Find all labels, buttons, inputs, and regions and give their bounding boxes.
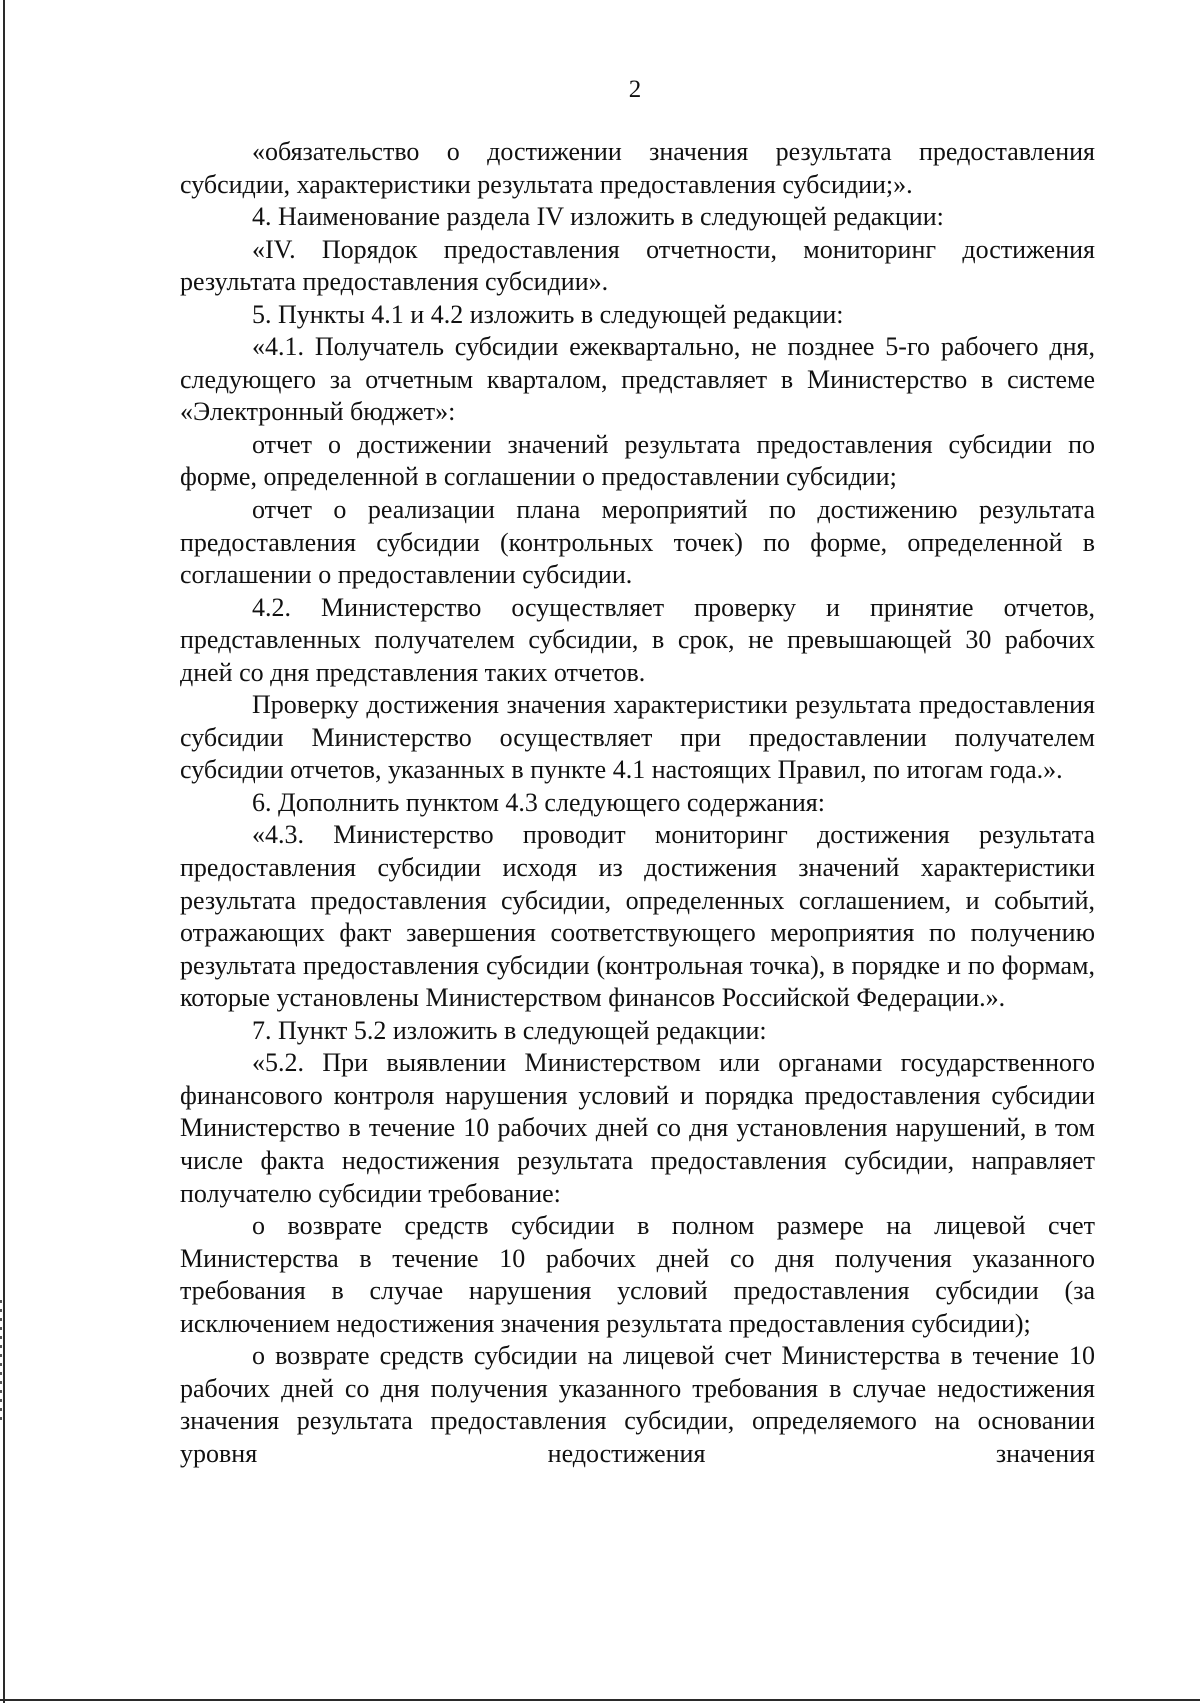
paragraph-5: «4.1. Получатель субсидии ежеквартально, не позднее 5-го рабочего дня, следующего за отчетным кварталом, представляет в Министерство в системе «Электронный бюджет»:	[180, 332, 1095, 427]
paragraph-10: 6. Дополнить пунктом 4.3 следующего содержания:	[252, 787, 825, 817]
document-body	[180, 136, 1095, 1470]
paragraph-2: 4. Наименование раздела IV изложить в следующей редакции:	[252, 202, 944, 232]
paragraph-9: Проверку достижения значения характеристики результата предоставления субсидии Министерство осуществляет при предоставлении получателем субсидии отчетов, указанных в пункте 4.1 настоящих Правил, по итогам года.».	[180, 690, 1095, 785]
paragraph-13: «5.2. При выявлении Министерством или органами государственного финансового контроля нарушения условий и порядка предоставления субсидии Министерство в течение 10 рабочих дней со дня установления нарушений, в том числе факта недостижения результата предоставления субсидии, направляет получателю субсидии требование:	[180, 1048, 1095, 1208]
scan-border-left-marks	[0, 1300, 2, 1420]
paragraph-6: отчет о достижении значений результата предоставления субсидии по форме, определенной в соглашении о предоставлении субсидии;	[180, 429, 1095, 492]
scan-border-bottom	[0, 1699, 1200, 1701]
paragraph-1: «обязательство о достижении значения результата предоставления субсидии, характеристики результата предоставления субсидии;».	[180, 137, 1095, 199]
paragraph-4: 5. Пункты 4.1 и 4.2 изложить в следующей редакции:	[252, 299, 844, 329]
page-number: 2	[628, 76, 642, 103]
paragraph-3: «IV. Порядок предоставления отчетности, мониторинг достижения результата предоставления субсидии».	[180, 234, 1095, 297]
paragraph-14: о возврате средств субсидии в полном размере на лицевой счет Министерства в течение 10 рабочих дней со дня получения указанного требования в случае нарушения условий предоставления субсидии (за исключением недостижения значения результата предоставления субсидии);	[180, 1211, 1095, 1338]
scan-border-left	[3, 0, 5, 1703]
paragraph-12: 7. Пункт 5.2 изложить в следующей редакции:	[252, 1015, 767, 1045]
paragraph-15: о возврате средств субсидии на лицевой счет Министерства в течение 10 рабочих дней со дня получения указанного требования в случае недостижения значения результата предоставления субсидии, определяемого на основании уровня недостижения значения	[180, 1341, 1095, 1468]
paragraph-11: «4.3. Министерство проводит мониторинг достижения результата предоставления субсидии исходя из достижения значений характеристики результата предоставления субсидии, определенных соглашением, и событий, отражающих факт завершения соответствующего мероприятия по получению результата предоставления субсидии (контрольная точка), в порядке и по формам, которые установлены Министерством финансов Российской Федерации.».	[180, 820, 1095, 1013]
paragraph-8: 4.2. Министерство осуществляет проверку и принятие отчетов, представленных получателем субсидии, в срок, не превышающей 30 рабочих дней со дня представления таких отчетов.	[180, 592, 1095, 687]
paragraph-7: отчет о реализации плана мероприятий по достижению результата предоставления субсидии (контрольных точек) по форме, определенной в соглашении о предоставлении субсидии.	[180, 495, 1095, 590]
